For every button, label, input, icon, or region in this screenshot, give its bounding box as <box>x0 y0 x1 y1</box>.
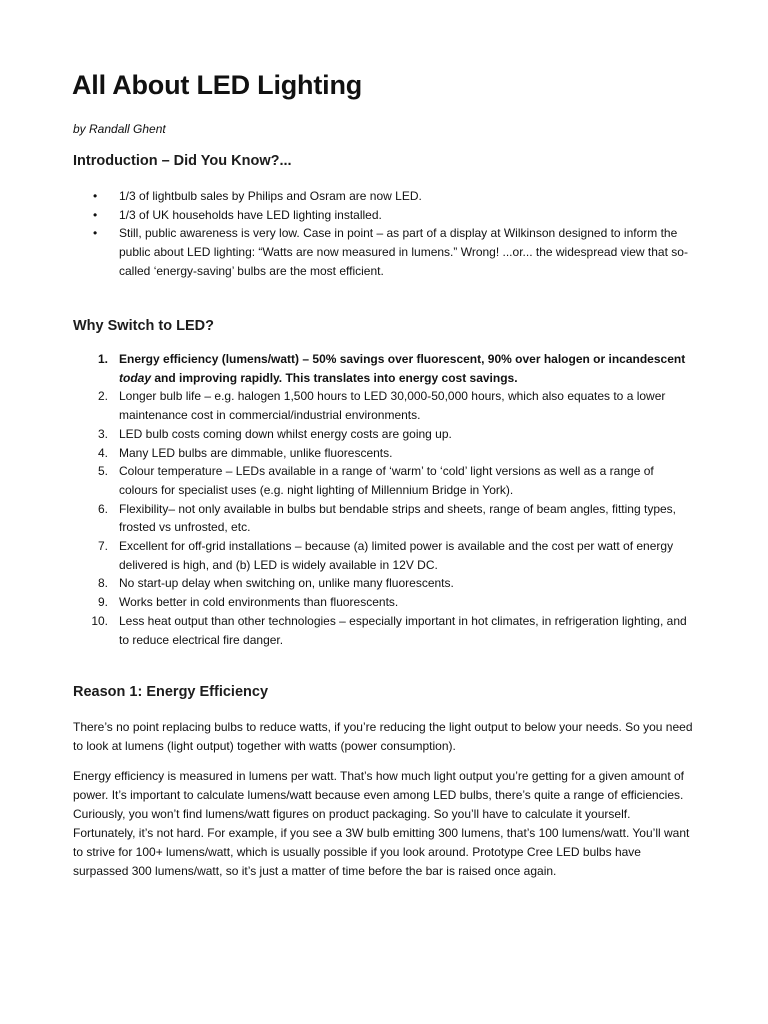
list-item: 5. Colour temperature – LEDs available in a range of ‘warm’ to ‘cold’ light versions as well as a range of colours for specialist uses (e.g. night lighting of Millennium Bridge in York). <box>73 462 693 499</box>
list-item: 2. Longer bulb life – e.g. halogen 1,500 hours to LED 30,000-50,000 hours, which also equates to a lower maintenance cost in commercial/industrial environments. <box>73 387 693 424</box>
list-item: 4. Many LED bulbs are dimmable, unlike fluorescents. <box>73 444 693 463</box>
bullet-icon: • <box>93 207 98 222</box>
why-switch-list <box>73 350 693 649</box>
author-byline: by Randall Ghent <box>73 122 166 136</box>
list-number: 9. <box>97 595 108 610</box>
list-number: 3. <box>97 426 108 441</box>
list-number: 8. <box>97 576 108 591</box>
list-number: 2. <box>97 389 108 404</box>
list-number: 5. <box>97 464 108 479</box>
list-number: 6. <box>97 501 108 516</box>
intro-heading: Introduction – Did You Know?... <box>73 153 292 169</box>
list-item: 8. No start-up delay when switching on, unlike many fluorescents. <box>73 574 693 593</box>
list-item: • Still, public awareness is very low. Case in point – as part of a display at Wilkinson designed to inform the public about LED lighting: “Watts are now measured in lumens.” Wrong! ...or... the widespread view that so-called ‘energy-saving’ bulbs are the most efficient. <box>93 226 688 278</box>
intro-bullet-list <box>73 187 693 281</box>
list-item: 10. Less heat output than other technologies – especially important in hot climates, in refrigeration lighting, and to reduce electrical fire danger. <box>73 612 693 649</box>
list-item: • 1/3 of UK households have LED lighting installed. <box>73 206 693 225</box>
list-item: 1. Energy efficiency (lumens/watt) – 50% savings over fluorescent, 90% over halogen or incandescent today and improving rapidly. This translates into energy cost savings. <box>73 350 693 387</box>
list-number: 1. <box>97 352 108 366</box>
list-item: 6. Flexibility– not only available in bulbs but bendable strips and sheets, range of beam angles, fitting types, frosted vs unfrosted, etc. <box>73 500 693 537</box>
list-item: • 1/3 of lightbulb sales by Philips and Osram are now LED. <box>73 187 693 206</box>
list-number: 4. <box>97 445 108 460</box>
list-number: 10. <box>91 613 108 628</box>
reason1-paragraph: Energy efficiency is measured in lumens per watt. That’s how much light output you’re getting for a given amount of power. It’s important to calculate lumens/watt because even among LED bulbs, there’s quite a range of efficiencies. Curiously, you won’t find lumens/watt figures on product packaging. So you’ll have to calculate it yourself. Fortunately, it’s not hard. For example, if you see a 3W bulb emitting 300 lumens, that’s 100 lumens/watt. You’ll want to strive for 100+ lumens/watt, which is usually possible if you look around. Prototype Cree LED bulbs have surpassed 300 lumens/watt, so it’s just a matter of time before the bar is raised once again. <box>73 769 690 878</box>
list-item: 3. LED bulb costs coming down whilst energy costs are going up. <box>73 425 693 444</box>
why-switch-heading: Why Switch to LED? <box>73 318 214 334</box>
reason1-paragraph: There’s no point replacing bulbs to reduce watts, if you’re reducing the light output to below your needs. So you need to look at lumens (light output) together with watts (power consumption). <box>73 720 693 753</box>
list-item: 7. Excellent for off-grid installations – because (a) limited power is available and the cost per watt of energy delivered is high, and (b) LED is widely available in 12V DC. <box>73 537 693 574</box>
bullet-icon: • <box>93 226 98 241</box>
list-item: 9. Works better in cold environments than fluorescents. <box>73 593 693 612</box>
list-number: 7. <box>97 539 108 554</box>
reason1-heading: Reason 1: Energy Efficiency <box>73 684 269 700</box>
document-title: All About LED Lighting <box>72 70 363 100</box>
bullet-icon: • <box>93 189 98 203</box>
